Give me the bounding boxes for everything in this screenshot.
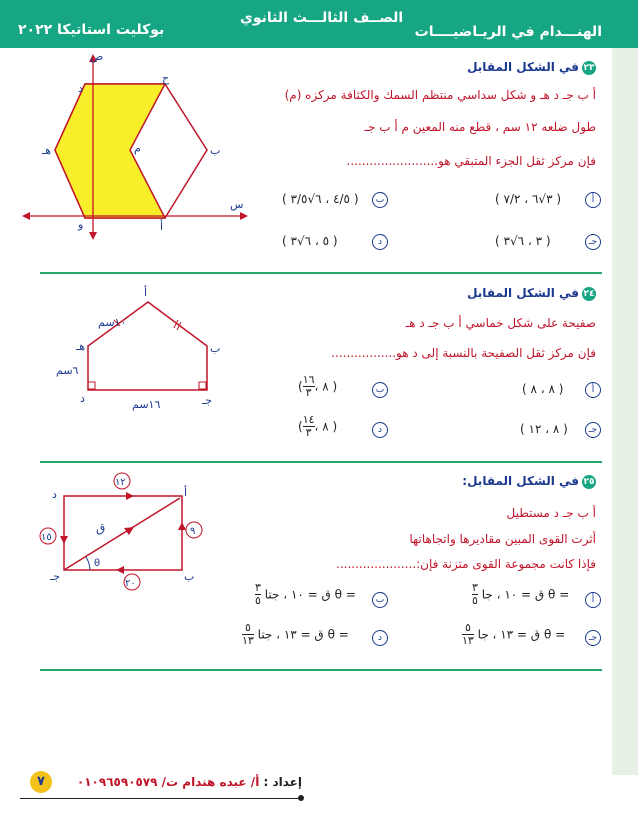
q24-option-a[interactable]: ( ٨ ، ٨ ): [522, 382, 564, 396]
q25-diagonal: [64, 498, 180, 570]
q23-option-a-mark[interactable]: أ: [585, 192, 601, 208]
q24-option-a-mark[interactable]: أ: [585, 382, 601, 398]
q24-label-b: ب: [210, 342, 221, 355]
q24-label-d: د: [80, 392, 85, 405]
q23-option-c-mark[interactable]: جـ: [585, 234, 601, 250]
q25-line1: أ ب جـ د مستطيل: [506, 506, 596, 520]
q24-pentagon-figure: [50, 282, 230, 417]
q25-number: ٢٥: [583, 476, 595, 487]
q23-y-arrow-down: [89, 232, 97, 240]
q24-option-b-frac: $\frac{١٦}{٣}$: [302, 373, 315, 399]
q24-line1: [406, 316, 596, 330]
page-number: ٧: [30, 771, 52, 793]
q23-heading-text: في الشكل المقابل: [467, 60, 579, 74]
q24-label-j: جـ: [202, 394, 213, 407]
q24-label-he: هـ: [76, 340, 86, 353]
q25-option-d[interactable]: $\frac{٥}{١٣}$ ق = ١٣ ، جتا θ =: [242, 621, 349, 647]
q24-line2: فإن مركز ثقل الصفيحة بالنسبة إلى د هو.................: [331, 346, 596, 360]
q23-heading: [467, 60, 596, 75]
q24-heading: [467, 286, 596, 301]
q24-option-c[interactable]: ( ٨ ، ١٢ ): [520, 422, 568, 436]
q24-option-b-mark[interactable]: ب: [372, 382, 388, 398]
q25-line3: فإذا كانت مجموعة القوى متزنة فإن:.....................: [336, 557, 596, 571]
q23-hexagon-name: أ ب جـ د هـ و: [530, 88, 596, 102]
header-book-title: الهنـــدام في الريـاضيــــات: [414, 24, 602, 40]
q24-pentagon-name: أ ب جـ د هـ: [405, 316, 462, 330]
q24-right-angle-d: [88, 382, 95, 389]
q23-label-h: ح: [162, 72, 170, 85]
footer-phone: ت/ ٠١٠٩٦٥٩٠٥٧٩: [76, 775, 179, 789]
q25-top-arrow: [126, 492, 134, 500]
q25-heading-text: في الشكل المقابل:: [462, 474, 579, 488]
q23-option-c[interactable]: ( ٣ ، ٦√٣ ): [495, 234, 551, 248]
q24-option-c-mark[interactable]: جـ: [585, 422, 601, 438]
q25-left-force: ١٥: [41, 532, 52, 543]
q23-label-he: هـ: [42, 144, 52, 157]
q25-label-b: ب: [184, 570, 195, 583]
q23-line2: طول ضلعه ١٢ سم ، قطع منه المعين م أ ب جـ: [364, 120, 596, 134]
q25-option-c-mark[interactable]: جـ: [585, 630, 601, 646]
q23-line1: [285, 88, 596, 102]
q23-label-a: أ: [160, 220, 164, 233]
q24-number: ٢٤: [583, 288, 595, 299]
q23-label-d: د: [78, 82, 83, 95]
q24-option-d-frac: $\frac{١٤}{٣}$: [302, 413, 315, 439]
separator-1: [40, 272, 602, 274]
q25-angle-arc: [86, 557, 90, 570]
footer-credit: [77, 775, 302, 789]
footer-author: أ/ عبده هندام: [182, 775, 260, 789]
q24-line1-text: صفيحة على شكل خماسي: [465, 316, 596, 330]
q23-option-b[interactable]: ( ٤/٥ ، ٦√٣/٥ ): [282, 192, 359, 206]
q25-label-j: جـ: [50, 570, 61, 583]
q23-hexagon-figure: [20, 50, 250, 245]
q25-option-c[interactable]: $\frac{٥}{١٣}$ ق = ١٣ ، جا θ =: [462, 621, 566, 647]
footer-prepared: إعداد :: [263, 775, 302, 789]
q24-label-a: أ: [144, 286, 148, 299]
q23-line3: فإن مركز ثقل الجزء المتبقي هو........................: [346, 154, 596, 168]
q24-heading-text: في الشكل المقابل: [467, 286, 579, 300]
q24-right-angle-j: [199, 382, 206, 389]
q23-option-b-mark[interactable]: ب: [372, 192, 388, 208]
q25-option-d-mark[interactable]: د: [372, 630, 388, 646]
q25-heading: [462, 474, 596, 489]
side-strip: [612, 48, 638, 775]
q24-option-d[interactable]: ( $\frac{١٤}{٣}$ ، ٨ ): [298, 413, 338, 439]
q24-side-top-label: ١٠سم: [98, 316, 127, 329]
q25-option-b-mark[interactable]: ب: [372, 592, 388, 608]
page-header: [0, 0, 638, 48]
q25-option-b[interactable]: $\frac{٣}{٥}$ ق = ١٠ ، جتا θ =: [255, 581, 356, 607]
q25-bottom-arrow: [116, 566, 124, 574]
q25-bottom-force: ٢٠: [125, 578, 136, 589]
q24-side-left-label: ٦سم: [56, 364, 79, 377]
q23-label-y: ص: [90, 50, 104, 63]
q25-option-a-mark[interactable]: أ: [585, 592, 601, 608]
q25-right-arrow: [178, 522, 186, 530]
q24-option-b[interactable]: ( $\frac{١٦}{٣}$ ، ٨ ): [298, 373, 338, 399]
q23-x-arrow: [240, 212, 248, 220]
q25-line2: أثرت القوى المبين مقاديرها واتجاهاتها: [409, 532, 596, 546]
header-grade: الصــف الثالـــث الثانوي: [240, 10, 404, 26]
q23-remaining-region: [55, 84, 165, 218]
q23-option-a[interactable]: ( ٣√٦ ، ٧/٢ ): [495, 192, 562, 206]
q23-label-x: س: [230, 198, 244, 211]
separator-3: [40, 669, 602, 671]
q25-option-a[interactable]: $\frac{٣}{٥}$ ق = ١٠ ، جا θ =: [472, 581, 570, 607]
q23-x-arrow-left: [22, 212, 30, 220]
q25-left-arrow: [60, 536, 68, 544]
q23-label-o: و: [78, 218, 84, 231]
q25-right-force: ٩: [190, 526, 196, 537]
separator-2: [40, 461, 602, 463]
q23-label-m: م: [134, 142, 141, 155]
q24-side-bottom-label: ١٦سم: [132, 398, 161, 411]
q24-option-d-mark[interactable]: د: [372, 422, 388, 438]
footer-line: [20, 798, 302, 799]
q25-label-a: أ: [184, 486, 188, 499]
q25-rectangle-figure: [30, 466, 220, 596]
q23-option-d[interactable]: ( ٥ ، ٦√٣ ): [282, 234, 338, 248]
q23-line1-rest: شكل سداسي منتظم السمك والكثافة مركزه (م): [284, 88, 527, 102]
q23-option-d-mark[interactable]: د: [372, 234, 388, 250]
footer-dot: [298, 795, 304, 801]
q25-top-force: ١٢: [115, 477, 126, 488]
q25-angle-label: θ: [94, 558, 101, 569]
q23-number: ٢٣: [583, 62, 595, 73]
q25-label-d: د: [52, 488, 57, 501]
q23-label-b: ب: [210, 144, 221, 157]
q25-diag-force: ق: [96, 521, 106, 535]
header-booklet: بوكليت استاتيكا ٢٠٢٢: [18, 22, 165, 38]
